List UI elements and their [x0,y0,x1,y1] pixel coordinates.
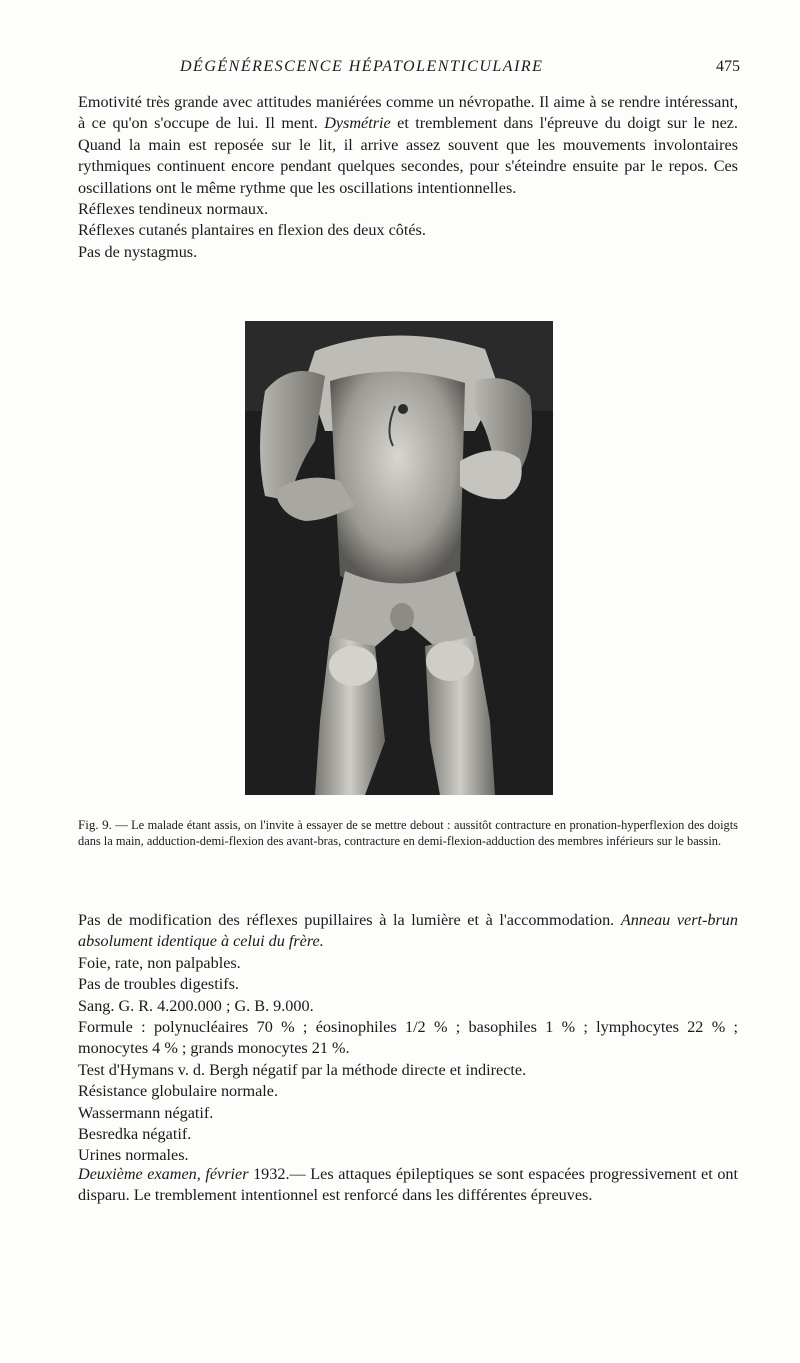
line-reflexes-cutanes: Réflexes cutanés plantaires en flexion des deux côtés. [78,221,426,240]
line-blood: Sang. G. R. 4.200.000 ; G. B. 9.000. [78,996,314,1015]
intro-text-block [78,92,738,263]
second-exam-year: 1932. [248,1165,290,1183]
paragraph-second-exam [78,1164,738,1207]
second-exam-text: — Les attaques épileptiques se sont espacées progressivement et ont disparu. Le tremblement intentionnel est renforcé dans les différentes épreuves. [78,1165,738,1205]
paragraph-emotivite [78,92,738,199]
line-liver: Foie, rate, non palpables. [78,953,241,972]
figure-caption [78,817,738,849]
paragraph-pupils-italic: Anneau vert-brun absolument identique à celui du frère. [78,911,738,951]
patient-photograph-image [245,321,553,795]
line-formula: Formule : polynucléaires 70 % ; éosinophiles 1/2 % ; basophiles 1 % ; lymphocytes 22 % ; monocytes 4 % ; grands monocytes 21 %. [78,1018,738,1058]
paragraph-emotivite-rest: et tremblement dans l'épreuve du doigt sur le nez. Quand la main est reposée sur le lit, il arrive assez souvent que les mouvements involontaires rythmiques continuent encore pendant quelques secondes, pour s'éteindre ensuite par le repos. Ces oscillations ont le même rythme que les oscillations intentionnelles. [78,114,738,197]
line-urines: Urines normales. [78,1146,189,1165]
line-hymans: Test d'Hymans v. d. Bergh négatif par la méthode directe et indirecte. [78,1060,527,1079]
patient-photograph [245,321,553,795]
exam-text-block [78,910,738,1167]
page-number: 475 [716,58,740,75]
paragraph-emotivite-lead: Emotivité très grande avec attitudes maniérées comme un névropathe. Il aime à se rendre intéressant, à ce qu'on s'occupe de lui. Il ment. [78,93,738,133]
line-resistance: Résistance globulaire normale. [78,1082,279,1101]
line-digestive: Pas de troubles digestifs. [78,975,239,994]
term-dysmetrie: Dysmétrie [324,114,391,133]
line-reflexes-tendineux: Réflexes tendineux normaux. [78,200,269,219]
running-head [60,58,740,80]
figure-caption-text: — Le malade étant assis, on l'invite à essayer de se mettre debout : aussitôt contracture en pronation-hyperflexion des doigts dans la main, adduction-demi-flexion des avant-bras, contracture en demi-flexion-adduction des membres inférieurs sur le bassin. [78,818,738,848]
second-exam-heading: Deuxième examen, février [78,1165,249,1183]
line-wassermann: Wassermann négatif. [78,1103,214,1122]
line-besredka: Besredka négatif. [78,1125,192,1144]
paragraph-pupils [78,910,738,953]
paragraph-pupils-lead: Pas de modification des réflexes pupillaires à la lumière et à l'accommodation. [78,911,621,929]
line-nystagmus: Pas de nystagmus. [78,242,198,261]
running-title: DÉGÉNÉRESCENCE HÉPATOLENTICULAIRE [180,58,544,75]
second-exam-block [78,1164,738,1207]
figure-label: Fig. 9. [78,817,112,832]
